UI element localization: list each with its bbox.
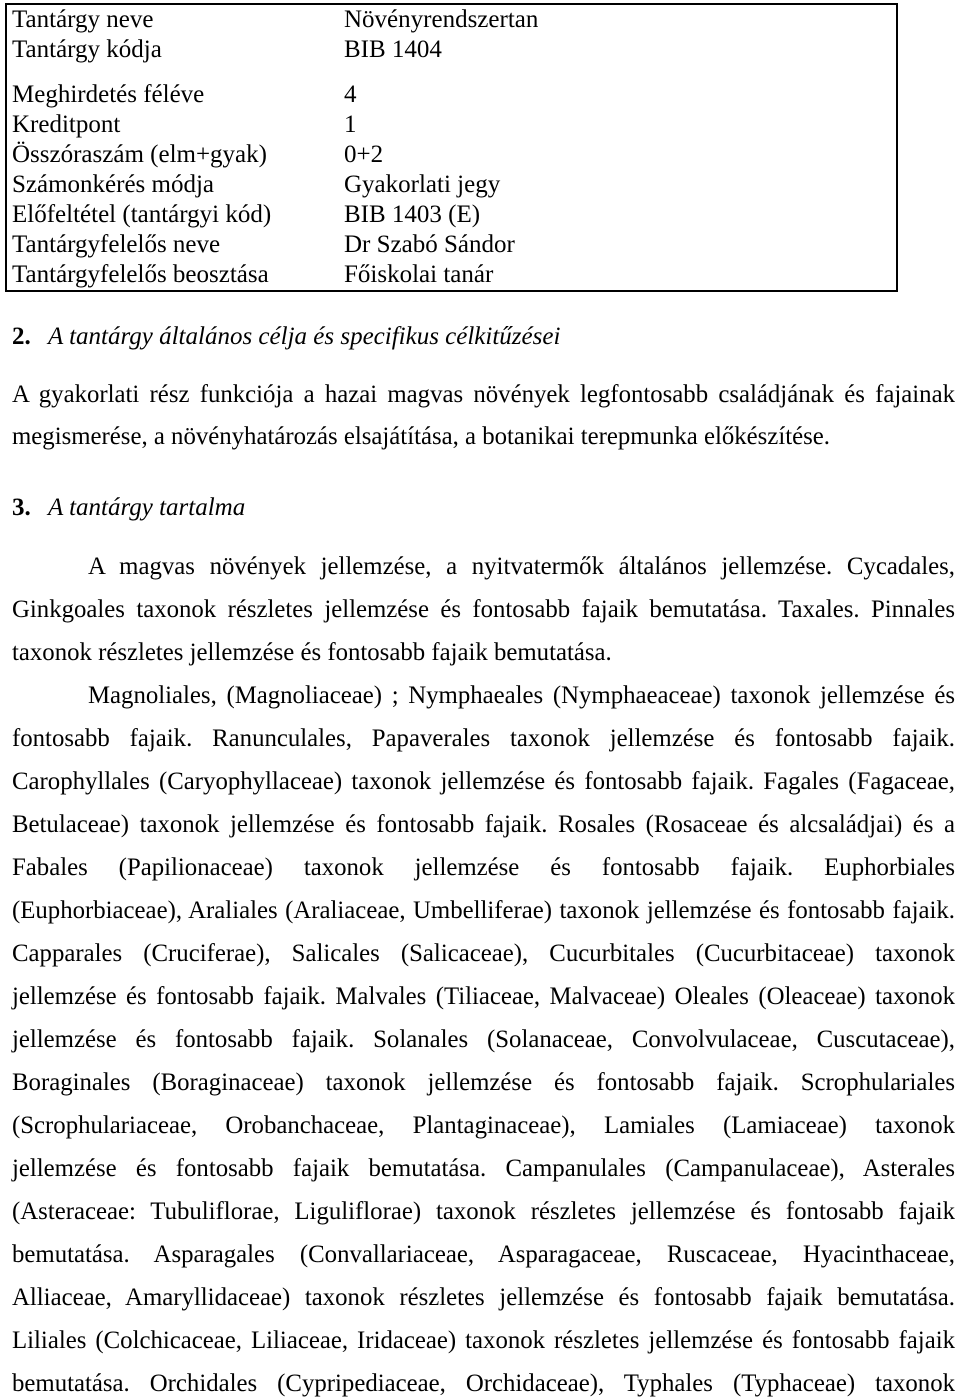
row-value: BIB 1404: [344, 36, 442, 63]
text-line: A magvas növények jellemzése, a nyitvatermők általános jellemzése. Cycadales,: [88, 553, 955, 580]
text-line: Betulaceae) taxonok jellemzése és fontosabb fajaik. Rosales (Rosaceae és alcsaládjai) és a: [12, 811, 955, 838]
section-number: 2.: [12, 323, 31, 350]
row-label: Tantárgyfelelős beosztása: [12, 261, 269, 288]
table-row: [7, 260, 896, 290]
text-line: (Euphorbiaceae), Araliales (Araliaceae, Umbelliferae) taxonok jellemzése és fontosabb fajaik.: [12, 897, 955, 924]
text-line: jellemzése és fontosabb fajaik. Solanales (Solanaceae, Convolvulaceae, Cuscutaceae),: [12, 1026, 955, 1053]
text-line: jellemzése és fontosabb fajaik bemutatása. Campanulales (Campanulaceae), Asterales: [12, 1155, 955, 1182]
course-info-table: [5, 3, 898, 292]
row-value: 4: [344, 81, 357, 108]
text-line: bemutatása. Orchidales (Cypripediaceae, Orchidaceae), Typhales (Typhaceae) taxonok: [12, 1370, 955, 1397]
row-value: 0+2: [344, 141, 384, 168]
row-label: Kreditpont: [12, 111, 121, 138]
text-line: Magnoliales, (Magnoliaceae) ; Nymphaeales (Nymphaeaceae) taxonok jellemzése és: [88, 682, 955, 709]
section-goals-heading: [12, 322, 560, 352]
row-value: Dr Szabó Sándor: [344, 231, 515, 258]
text-line: bemutatása. Asparagales (Convallariaceae, Asparagaceae, Ruscaceae, Hyacinthaceae,: [12, 1241, 955, 1268]
text-line: Fabales (Papilionaceae) taxonok jellemzése és fontosabb fajaik. Euphorbiales: [12, 854, 955, 881]
text-line: Boraginales (Boraginaceae) taxonok jellemzése és fontosabb fajaik. Scrophulariales: [12, 1069, 955, 1096]
text-line: A gyakorlati rész funkciója a hazai magvas növények legfontosabb családjának és fajainak: [12, 381, 955, 408]
row-value: 1: [344, 111, 357, 138]
table-row: [7, 80, 896, 110]
row-label: Meghirdetés féléve: [12, 81, 205, 108]
table-row: [7, 110, 896, 140]
text-line: (Asteraceae: Tubuliflorae, Liguliflorae) taxonok részletes jellemzése és fontosabb fajaik: [12, 1198, 955, 1225]
section-content-body: [12, 552, 955, 1399]
row-label: Előfeltétel (tantárgyi kód): [12, 201, 272, 228]
text-line: taxonok részletes jellemzése és fontosabb fajaik bemutatása.: [12, 639, 612, 666]
row-label: Számonkérés módja: [12, 171, 215, 198]
row-value: Gyakorlati jegy: [344, 171, 501, 198]
text-line: megismerése, a növényhatározás elsajátítása, a botanikai terepmunka előkészítése.: [12, 423, 830, 450]
table-row: [7, 170, 896, 200]
section-title: A tantárgy tartalma: [48, 494, 246, 521]
section-number: 3.: [12, 494, 31, 521]
table-row: [7, 35, 896, 65]
section-content-heading: [12, 493, 245, 523]
row-label: Összóraszám (elm+gyak): [12, 141, 267, 168]
table-row: [7, 140, 896, 170]
row-label: Tantárgyfelelős neve: [12, 231, 221, 258]
text-line: Alliaceae, Amaryllidaceae) taxonok részletes jellemzése és fontosabb fajaik bemutatása.: [12, 1284, 955, 1311]
text-line: Capparales (Cruciferae), Salicales (Salicaceae), Cucurbitales (Cucurbitaceae) taxonok: [12, 940, 955, 967]
text-line: Liliales (Colchicaceae, Liliaceae, Iridaceae) taxonok részletes jellemzése és fontosabb fajaik: [12, 1327, 955, 1354]
text-line: (Scrophulariaceae, Orobanchaceae, Plantaginaceae), Lamiales (Lamiaceae) taxonok: [12, 1112, 955, 1139]
row-value: Főiskolai tanár: [344, 261, 494, 288]
row-value: Növényrendszertan: [344, 6, 539, 33]
row-label: Tantárgy kódja: [12, 36, 162, 63]
table-row: [7, 200, 896, 230]
table-row: [7, 5, 896, 35]
row-value: BIB 1403 (E): [344, 201, 481, 228]
text-line: jellemzése és fontosabb fajaik. Malvales (Tiliaceae, Malvaceae) Oleales (Oleaceae) taxonok: [12, 983, 955, 1010]
text-line: Ginkgoales taxonok részletes jellemzése és fontosabb fajaik bemutatása. Taxales. Pinnales: [12, 596, 955, 623]
text-line: fontosabb fajaik. Ranunculales, Papaverales taxonok jellemzése és fontosabb fajaik.: [12, 725, 955, 752]
text-line: Carophyllales (Caryophyllaceae) taxonok jellemzése és fontosabb fajaik. Fagales (Fagaceae,: [12, 768, 955, 795]
section-goals-paragraph: [12, 380, 955, 452]
row-label: Tantárgy neve: [12, 6, 154, 33]
section-title: A tantárgy általános célja és specifikus célkitűzései: [48, 323, 561, 350]
table-row: [7, 230, 896, 260]
